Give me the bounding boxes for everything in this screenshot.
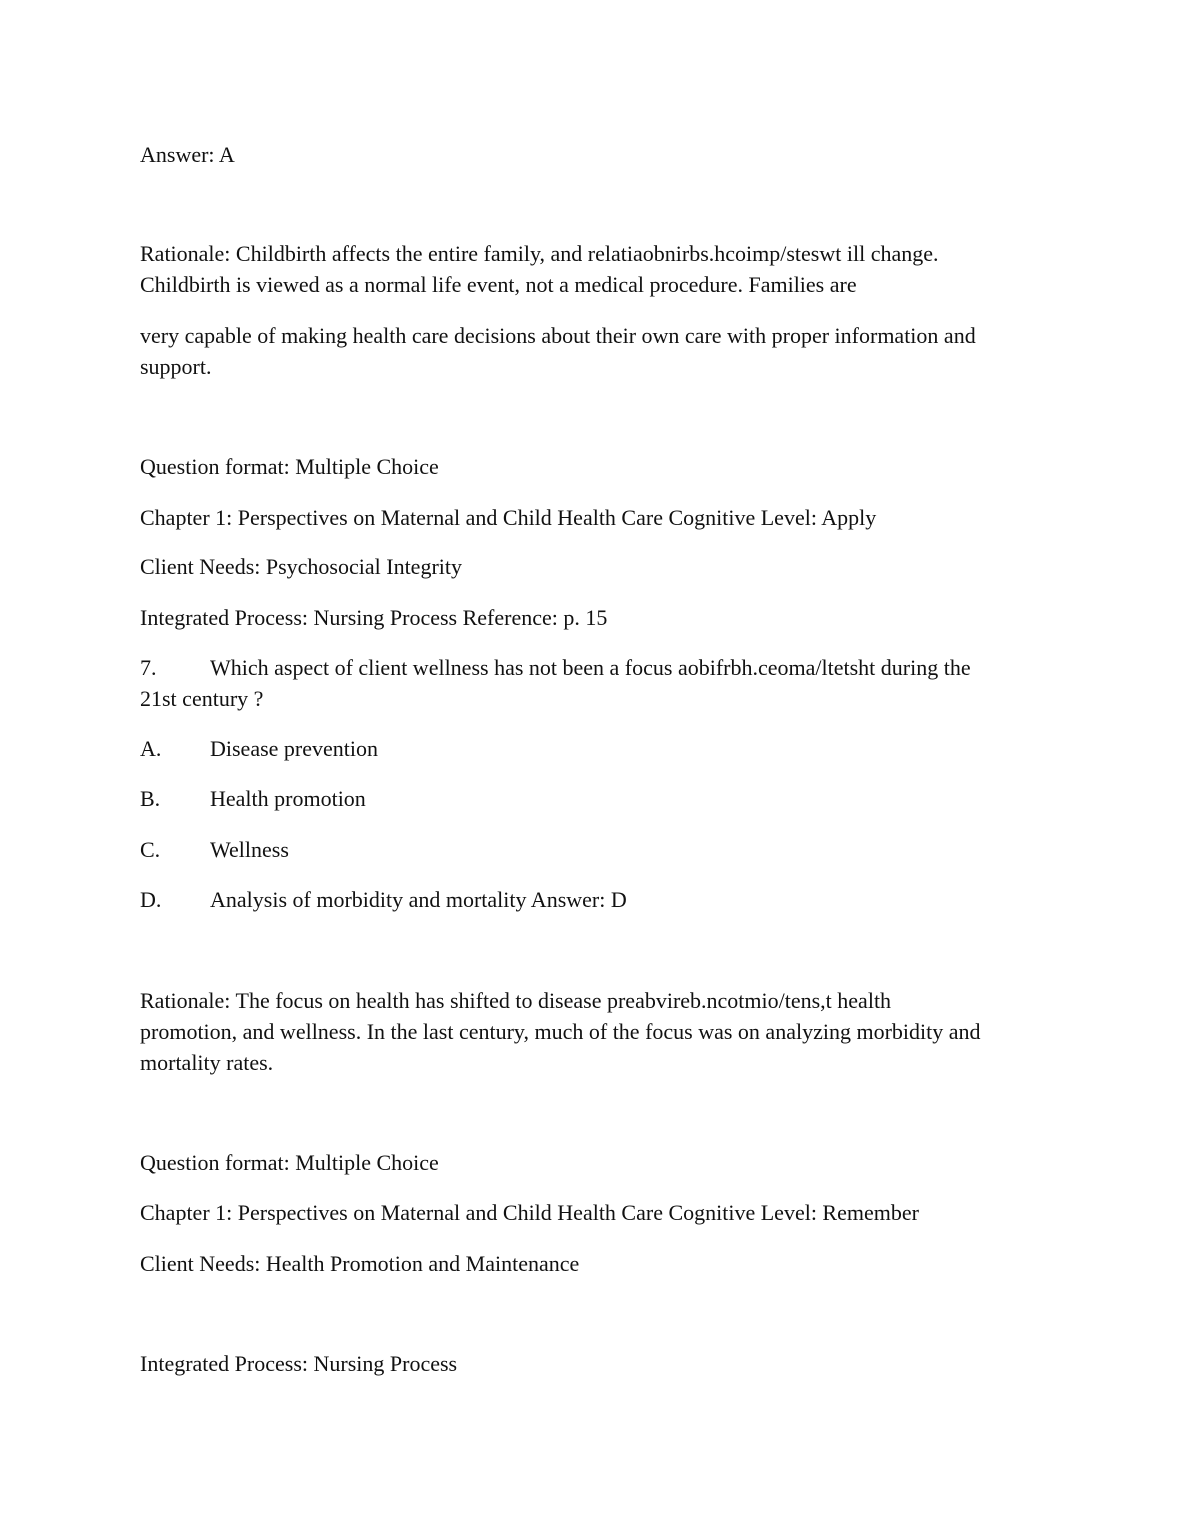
- answer-previous: Answer: A: [140, 142, 235, 167]
- rationale-7-line-3: mortality rates.: [140, 1050, 274, 1075]
- rationale-previous-line-1: Rationale: Childbirth affects the entire family, and relatiaobnirbs.hcoimp/steswt ill change.: [140, 241, 939, 266]
- client-needs-previous: Client Needs: Psychosocial Integrity: [140, 554, 462, 579]
- integrated-process-previous: Integrated Process: Nursing Process Reference: p. 15: [140, 605, 608, 630]
- option-text: Analysis of morbidity and mortality Answer: D: [210, 887, 627, 912]
- option-text: Wellness: [210, 837, 289, 862]
- chapter-previous: Chapter 1: Perspectives on Maternal and Child Health Care Cognitive Level: Apply: [140, 505, 877, 530]
- rationale-previous-line-3: very capable of making health care decisions about their own care with proper information and: [140, 323, 976, 348]
- rationale-previous-line-2: Childbirth is viewed as a normal life event, not a medical procedure. Families are: [140, 272, 857, 297]
- option-letter: D.: [140, 887, 162, 912]
- rationale-previous-line-4: support.: [140, 354, 212, 379]
- option-text: Health promotion: [210, 786, 366, 811]
- integrated-process-7: Integrated Process: Nursing Process: [140, 1351, 458, 1376]
- question-text-line-2: 21st century ?: [140, 686, 264, 711]
- option-text: Disease prevention: [210, 736, 378, 761]
- option-letter: A.: [140, 736, 162, 761]
- question-format-previous: Question format: Multiple Choice: [140, 454, 439, 479]
- option-letter: B.: [140, 786, 161, 811]
- rationale-7-line-2: promotion, and wellness. In the last century, much of the focus was on analyzing morbidity and: [140, 1019, 981, 1044]
- client-needs-7: Client Needs: Health Promotion and Maintenance: [140, 1251, 580, 1276]
- question-format-7: Question format: Multiple Choice: [140, 1150, 439, 1175]
- question-text-line-1: Which aspect of client wellness has not been a focus aobifrbh.ceoma/ltetsht during the: [210, 655, 971, 680]
- chapter-7: Chapter 1: Perspectives on Maternal and Child Health Care Cognitive Level: Remember: [140, 1200, 919, 1225]
- option-letter: C.: [140, 837, 161, 862]
- rationale-7-line-1: Rationale: The focus on health has shifted to disease preabvireb.ncotmio/tens,t health: [140, 988, 892, 1013]
- question-number: 7.: [140, 655, 157, 680]
